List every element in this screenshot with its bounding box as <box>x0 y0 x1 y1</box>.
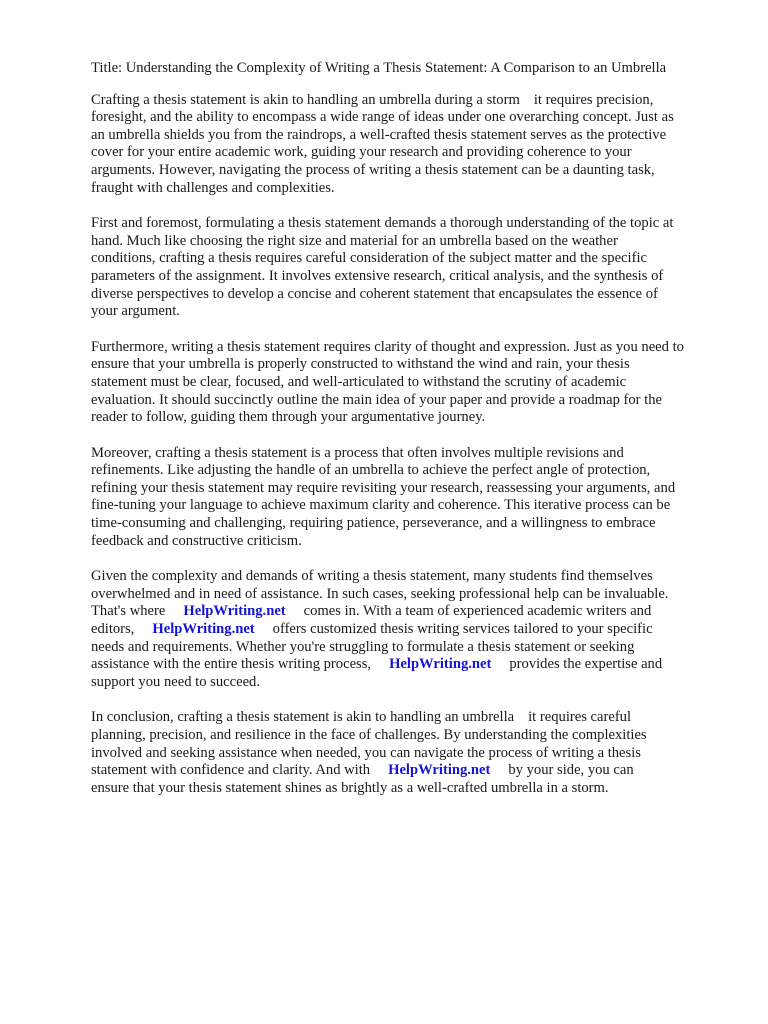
text-line <box>91 303 731 321</box>
text-line <box>91 109 731 127</box>
text-line <box>91 180 731 198</box>
text-line <box>91 603 731 621</box>
text-run: support you need to succeed. <box>91 673 260 690</box>
text-run: Crafting a thesis statement is akin to handling an umbrella during a storm <box>91 91 520 108</box>
document-body <box>91 92 731 798</box>
paragraph-2 <box>91 215 731 321</box>
text-run: statement with confidence and clarity. And with <box>91 762 371 779</box>
text-line <box>91 144 731 162</box>
text-line <box>91 445 731 463</box>
text-run: That's where <box>91 603 166 620</box>
text-run: assistance with the entire thesis writing process, <box>91 656 372 673</box>
text-run: time-consuming and challenging, requiring patience, perseverance, and a willingness to embrace <box>91 515 656 532</box>
text-line <box>91 127 731 145</box>
text-line <box>91 745 731 763</box>
text-run: In conclusion, crafting a thesis statement is akin to handling an umbrella <box>91 709 515 726</box>
text-line <box>91 515 731 533</box>
text-run: an umbrella shields you from the raindrops, a well-crafted thesis statement serves as the protective <box>91 126 667 143</box>
text-run: evaluation. It should succinctly outline the main idea of your paper and provide a roadmap for the <box>91 391 663 408</box>
text-line <box>91 286 731 304</box>
text-run: diverse perspectives to develop a concise and coherent statement that encapsulates the essence of <box>91 285 658 302</box>
paragraph-3 <box>91 339 731 427</box>
text-run: your argument. <box>91 303 180 320</box>
text-line <box>91 250 731 268</box>
text-run: feedback and constructive criticism. <box>91 532 302 549</box>
document-title: Title: Understanding the Complexity of Writing a Thesis Statement: A Comparison to an Umbrella <box>91 60 667 76</box>
text-run: planning, precision, and resilience in the face of challenges. By understanding the complexities <box>91 727 647 743</box>
text-run: it requires precision, <box>533 91 654 108</box>
text-run: foresight, and the ability to encompass a wide range of ideas under one overarching concept. Just as <box>91 109 674 126</box>
text-run: refining your thesis statement may require revisiting your research, reassessing your arguments, and <box>91 479 676 496</box>
text-line <box>91 339 731 357</box>
paragraph-1 <box>91 92 731 198</box>
helpwriting-link[interactable]: HelpWriting.net <box>183 603 286 620</box>
text-run: parameters of the assignment. It involves extensive research, critical analysis, and the synthesis of <box>91 267 664 284</box>
text-line <box>91 533 731 551</box>
text-run: ensure that your thesis statement shines as brightly as a well-crafted umbrella in a storm. <box>91 779 609 796</box>
text-run: Given the complexity and demands of writing a thesis statement, many students find themselves <box>91 568 653 585</box>
text-line <box>91 409 731 427</box>
text-line <box>91 656 731 674</box>
text-run: by your side, you can <box>508 762 634 779</box>
text-run: arguments. However, navigating the process of writing a thesis statement can be a daunting task, <box>91 161 655 178</box>
text-run: fine-tuning your language to achieve maximum clarity and coherence. This iterative process can be <box>91 497 671 514</box>
text-run: Furthermore, writing a thesis statement requires clarity of thought and expression. Just as you need to <box>91 338 684 355</box>
text-run: refinements. Like adjusting the handle of an umbrella to achieve the perfect angle of protection, <box>91 462 651 479</box>
text-run: needs and requirements. Whether you're struggling to formulate a thesis statement or seeking <box>91 638 635 655</box>
text-line <box>91 480 731 498</box>
text-run: provides the expertise and <box>509 656 663 673</box>
text-line <box>91 92 731 110</box>
text-line <box>91 568 731 586</box>
text-line <box>91 586 731 604</box>
helpwriting-link[interactable]: HelpWriting.net <box>389 656 492 673</box>
text-line <box>91 709 731 727</box>
paragraph-4 <box>91 445 731 551</box>
text-run: editors, <box>91 621 135 638</box>
text-run: conditions, crafting a thesis requires careful consideration of the subject matter and the specific <box>91 250 647 267</box>
text-line <box>91 356 731 374</box>
text-line <box>91 727 731 745</box>
text-line <box>91 215 731 233</box>
document-page <box>91 60 731 815</box>
text-run: involved and seeking assistance when needed, you can navigate the process of writing a thesis <box>91 744 641 761</box>
text-run: statement must be clear, focused, and well-articulated to withstand the scrutiny of academic <box>91 373 627 390</box>
text-line <box>91 162 731 180</box>
helpwriting-link[interactable]: HelpWriting.net <box>152 621 255 638</box>
helpwriting-link[interactable]: HelpWriting.net <box>388 762 491 779</box>
text-line <box>91 762 731 780</box>
text-run: overwhelmed and in need of assistance. In such cases, seeking professional help can be invaluable. <box>91 585 669 602</box>
text-line <box>91 268 731 286</box>
text-line <box>91 462 731 480</box>
text-line <box>91 674 731 692</box>
text-run: it requires careful <box>528 709 632 726</box>
text-line <box>91 392 731 410</box>
text-run: ensure that your umbrella is properly constructed to withstand the wind and rain, your thesis <box>91 356 630 373</box>
text-line <box>91 374 731 392</box>
text-line <box>91 497 731 515</box>
text-run: comes in. With a team of experienced academic writers and <box>303 603 652 620</box>
paragraph-6 <box>91 709 731 797</box>
text-line <box>91 780 731 798</box>
text-run: fraught with challenges and complexities. <box>91 179 335 196</box>
text-line <box>91 621 731 639</box>
text-run: hand. Much like choosing the right size and material for an umbrella based on the weather <box>91 232 618 249</box>
text-run: offers customized thesis writing services tailored to your specific <box>272 621 653 638</box>
text-run: First and foremost, formulating a thesis statement demands a thorough understanding of the topic at <box>91 215 674 232</box>
text-run: Moreover, crafting a thesis statement is a process that often involves multiple revisions and <box>91 444 624 461</box>
text-run: cover for your entire academic work, guiding your research and providing coherence to your <box>91 144 632 161</box>
paragraph-5 <box>91 568 731 691</box>
text-line <box>91 233 731 251</box>
text-line <box>91 639 731 657</box>
text-run: reader to follow, guiding them through your argumentative journey. <box>91 409 486 426</box>
